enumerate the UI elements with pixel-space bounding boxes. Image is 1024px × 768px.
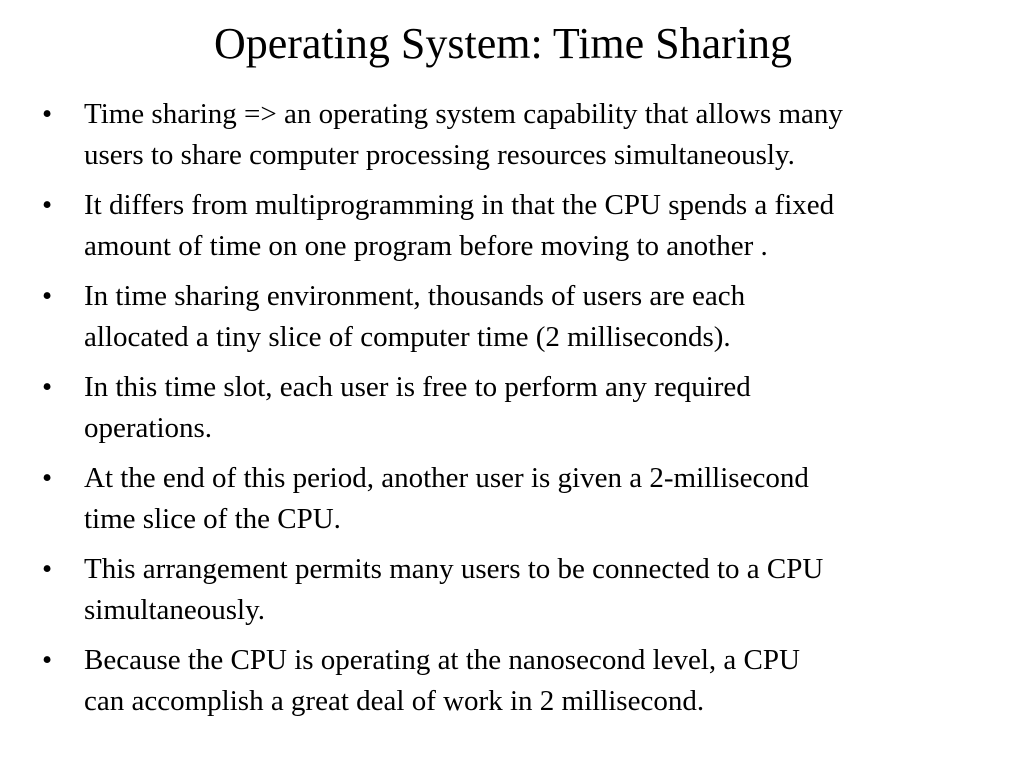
bullet-icon: •: [42, 462, 53, 494]
bullet-list: [0, 94, 1000, 731]
bullet-text-line: At the end of this period, another user is given a 2-millisecond: [84, 462, 809, 494]
bullet-text-line: This arrangement permits many users to be connected to a CPU: [84, 553, 824, 585]
bullet-item: [0, 276, 1000, 358]
bullet-icon: •: [42, 189, 53, 221]
bullet-item: [0, 94, 1000, 176]
bullet-icon: •: [42, 553, 53, 585]
bullet-item: [0, 185, 1000, 267]
bullet-text-line: simultaneously.: [84, 594, 265, 626]
bullet-item: [0, 458, 1000, 540]
bullet-item: [0, 640, 1000, 722]
slide-title: Operating System: Time Sharing: [213, 19, 793, 68]
bullet-icon: •: [42, 371, 53, 403]
bullet-text-line: operations.: [84, 412, 213, 444]
bullet-item: [0, 549, 1000, 631]
bullet-text-line: time slice of the CPU.: [84, 503, 341, 535]
bullet-text-line: Time sharing => an operating system capability that allows many: [84, 98, 843, 130]
bullet-text-line: In time sharing environment, thousands of users are each: [84, 280, 746, 312]
bullet-text-line: Because the CPU is operating at the nanosecond level, a CPU: [84, 644, 800, 676]
bullet-icon: •: [42, 280, 53, 312]
bullet-text-line: It differs from multiprogramming in that the CPU spends a fixed: [84, 189, 835, 221]
bullet-text-line: allocated a tiny slice of computer time (2 milliseconds).: [84, 321, 731, 353]
bullet-item: [0, 367, 1000, 449]
bullet-text-line: amount of time on one program before moving to another .: [84, 230, 768, 262]
bullet-icon: •: [42, 644, 53, 676]
bullet-text-line: can accomplish a great deal of work in 2 millisecond.: [84, 685, 705, 717]
bullet-icon: •: [42, 98, 53, 130]
bullet-text-line: users to share computer processing resources simultaneously.: [84, 139, 795, 171]
bullet-text-line: In this time slot, each user is free to perform any required: [84, 371, 751, 403]
